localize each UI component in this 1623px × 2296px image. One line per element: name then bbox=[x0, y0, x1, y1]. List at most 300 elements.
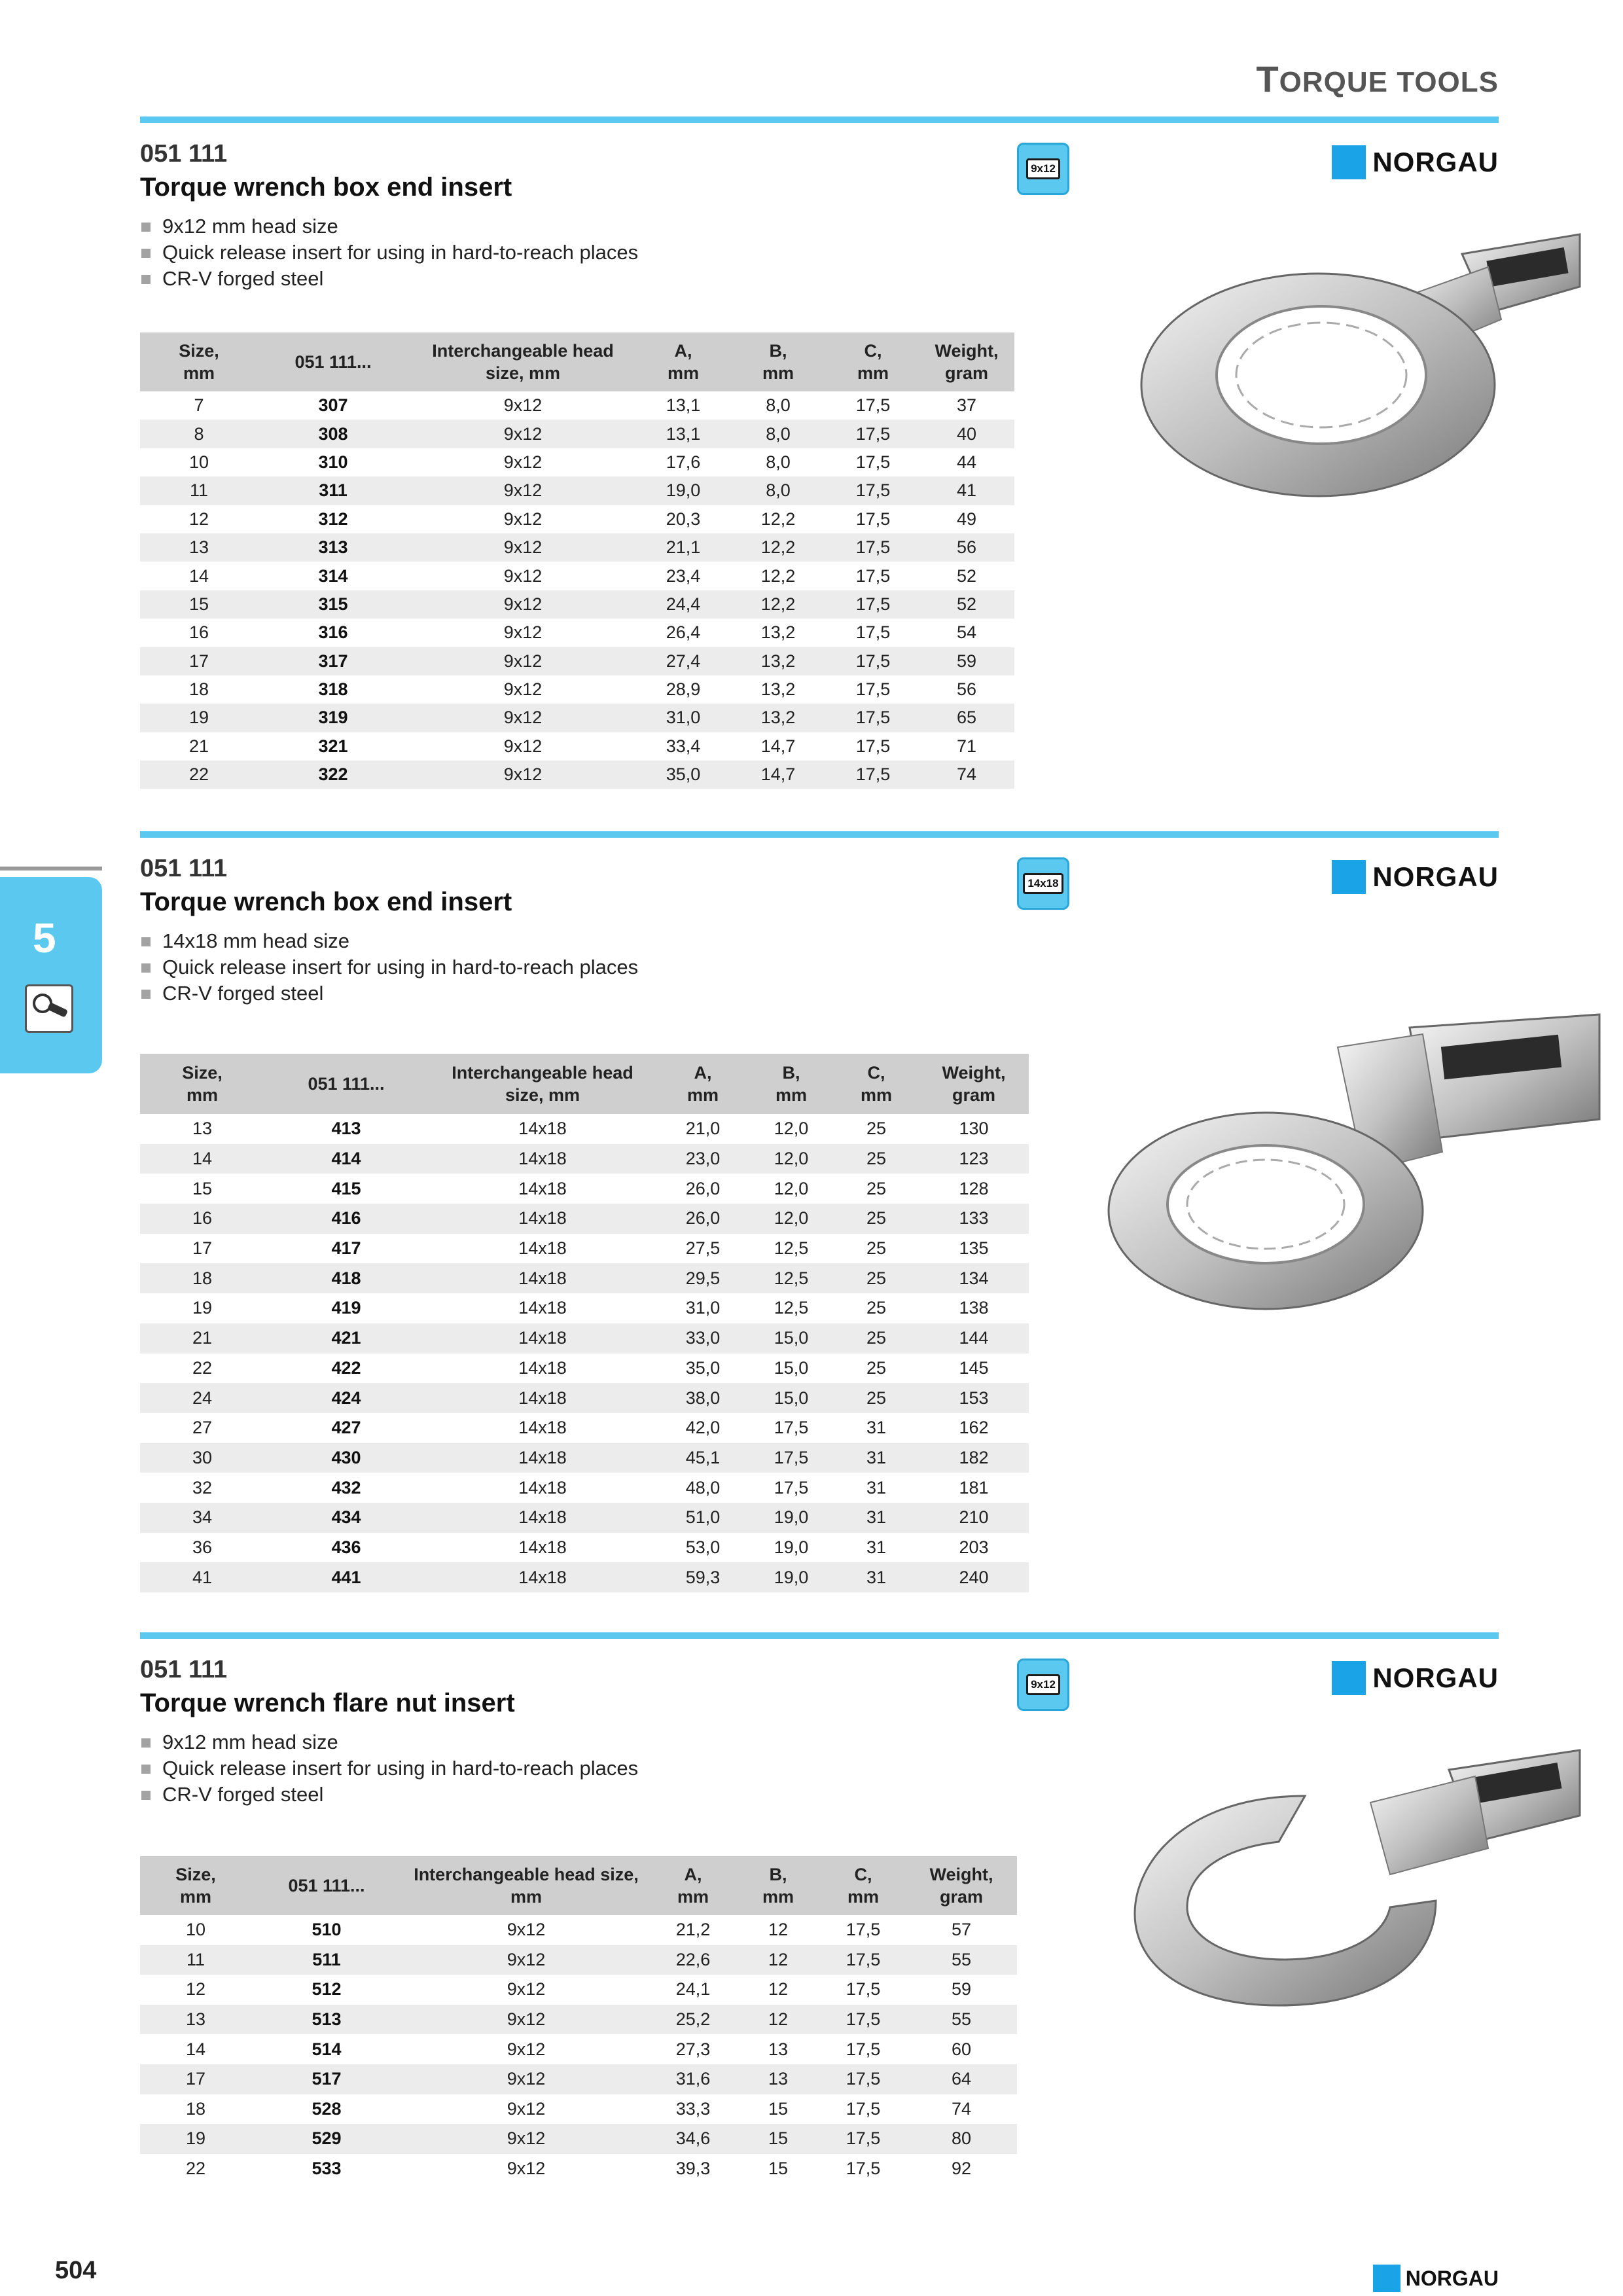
column-header: Size, mm bbox=[140, 1054, 264, 1114]
product-title: Torque wrench flare nut insert bbox=[140, 1689, 515, 1717]
table-cell: 20,3 bbox=[666, 509, 701, 529]
table-row bbox=[140, 2094, 1017, 2125]
table-cell: 8,0 bbox=[729, 476, 827, 505]
feature-list bbox=[140, 928, 638, 1007]
table-cell: 9x12 bbox=[507, 2098, 546, 2119]
table-cell: 25 bbox=[866, 1298, 887, 1318]
table-cell: 64 bbox=[906, 2064, 1017, 2094]
feature-item: Quick release insert for using in hard-to-reach places bbox=[140, 240, 638, 266]
table-row bbox=[140, 448, 1014, 476]
table-cell: 135 bbox=[959, 1238, 989, 1259]
table-cell: 23,4 bbox=[666, 565, 701, 586]
table-cell: 19 bbox=[140, 704, 258, 732]
brand-logo: NORGAU bbox=[1332, 860, 1499, 894]
article-number-cell: 308 bbox=[258, 420, 408, 448]
table-cell: 31 bbox=[866, 1537, 887, 1557]
table-cell: 31,6 bbox=[651, 2064, 736, 2094]
feature-item: Quick release insert for using in hard-to-reach places bbox=[140, 954, 638, 980]
article-number-cell: 510 bbox=[312, 1920, 342, 1940]
table-cell: 9x12 bbox=[507, 2159, 546, 2179]
table-cell: 71 bbox=[956, 736, 977, 756]
table-cell: 12,2 bbox=[729, 533, 827, 562]
column-header: 051 111... bbox=[258, 332, 408, 391]
table-cell: 11 bbox=[140, 476, 258, 505]
table-cell: 31 bbox=[834, 1443, 919, 1473]
table-cell: 9x12 bbox=[408, 704, 637, 732]
table-cell: 14x18 bbox=[518, 1357, 567, 1378]
table-cell: 14,7 bbox=[729, 761, 827, 789]
table-cell: 21 bbox=[140, 1323, 264, 1354]
table-cell: 56 bbox=[956, 679, 977, 700]
table-cell: 14x18 bbox=[428, 1204, 657, 1234]
table-cell: 22 bbox=[140, 761, 258, 789]
table-cell: 9x12 bbox=[503, 679, 543, 700]
table-cell: 92 bbox=[951, 2159, 972, 2179]
table-cell: 17,5 bbox=[827, 590, 919, 619]
article-number-cell: 307 bbox=[318, 395, 348, 416]
article-number-cell: 315 bbox=[258, 590, 408, 619]
feature-item: CR-V forged steel bbox=[140, 266, 638, 292]
table-cell: 25 bbox=[834, 1204, 919, 1234]
table-cell: 17,5 bbox=[827, 533, 919, 562]
table-cell: 17 bbox=[140, 647, 258, 675]
table-cell: 15 bbox=[768, 2098, 789, 2119]
table-cell: 52 bbox=[919, 590, 1014, 619]
article-number-cell: 316 bbox=[318, 622, 348, 643]
table-row bbox=[140, 1443, 1029, 1473]
product-section-3 bbox=[140, 1632, 1499, 2208]
table-cell: 18 bbox=[185, 2098, 206, 2119]
table-cell: 31 bbox=[834, 1503, 919, 1533]
table-cell: 25 bbox=[834, 1263, 919, 1293]
table-cell: 203 bbox=[959, 1537, 989, 1557]
article-number-cell: 514 bbox=[312, 2039, 342, 2059]
table-cell: 9x12 bbox=[503, 509, 543, 529]
table-cell: 13,1 bbox=[666, 395, 701, 416]
table-cell: 17,5 bbox=[827, 647, 919, 675]
table-cell: 29,5 bbox=[657, 1263, 749, 1293]
table-cell: 13,2 bbox=[729, 647, 827, 675]
table-cell: 17,5 bbox=[846, 1920, 881, 1940]
table-cell: 25 bbox=[866, 1357, 887, 1378]
column-header: Interchangeable head size, mm bbox=[402, 1856, 651, 1915]
feature-list bbox=[140, 1729, 638, 1808]
table-cell: 12 bbox=[188, 509, 209, 529]
table-row bbox=[140, 761, 1014, 789]
table-cell: 9x12 bbox=[503, 395, 543, 416]
column-header: Weight, gram bbox=[919, 332, 1014, 391]
table-cell: 26,0 bbox=[685, 1178, 721, 1198]
product-section-2 bbox=[140, 831, 1499, 1604]
table-cell: 33,0 bbox=[657, 1323, 749, 1354]
table-cell: 13,2 bbox=[729, 704, 827, 732]
table-row bbox=[140, 391, 1014, 420]
table-cell: 9x12 bbox=[503, 736, 543, 756]
table-cell: 11 bbox=[140, 1945, 251, 1975]
table-cell: 17,5 bbox=[821, 2064, 906, 2094]
table-row bbox=[140, 1945, 1017, 1975]
table-cell: 17,5 bbox=[827, 704, 919, 732]
article-number-cell: 436 bbox=[331, 1537, 361, 1557]
column-header: C, mm bbox=[827, 332, 919, 391]
table-cell: 12,5 bbox=[774, 1238, 809, 1259]
table-row bbox=[140, 1114, 1029, 1144]
table-cell: 8,0 bbox=[729, 420, 827, 448]
table-cell: 9x12 bbox=[402, 2005, 651, 2035]
table-cell: 9x12 bbox=[503, 565, 543, 586]
article-number-cell: 322 bbox=[258, 761, 408, 789]
table-cell: 9x12 bbox=[507, 1979, 546, 2000]
table-cell: 17,5 bbox=[821, 1945, 906, 1975]
product-title: Torque wrench box end insert bbox=[140, 173, 512, 202]
table-cell: 15 bbox=[768, 2159, 789, 2179]
product-photo-box-end-9x12 bbox=[1122, 228, 1599, 516]
column-header: B, mm bbox=[736, 1856, 821, 1915]
table-cell: 17,5 bbox=[846, 2098, 881, 2119]
table-row bbox=[140, 1323, 1029, 1354]
table-cell: 9x12 bbox=[408, 590, 637, 619]
table-cell: 181 bbox=[959, 1477, 989, 1498]
column-header: Interchangeable head size, mm bbox=[428, 1054, 657, 1114]
table-row bbox=[140, 675, 1014, 704]
table-cell: 25 bbox=[834, 1323, 919, 1354]
table-cell: 25,2 bbox=[651, 2005, 736, 2035]
article-number-cell: 419 bbox=[331, 1298, 361, 1318]
page-number: 504 bbox=[55, 2257, 97, 2284]
brand-square-icon bbox=[1332, 1661, 1366, 1695]
column-header: Size, mm bbox=[140, 1856, 251, 1915]
table-cell: 12,0 bbox=[774, 1119, 809, 1139]
table-cell: 54 bbox=[956, 622, 977, 643]
table-cell: 9x12 bbox=[503, 452, 543, 472]
table-cell: 14 bbox=[140, 1144, 264, 1174]
table-cell: 13 bbox=[192, 1119, 213, 1139]
feature-item: CR-V forged steel bbox=[140, 980, 638, 1007]
table-cell: 153 bbox=[919, 1383, 1029, 1413]
table-row bbox=[140, 505, 1014, 533]
table-cell: 12,2 bbox=[760, 565, 796, 586]
table-row bbox=[140, 1204, 1029, 1234]
article-number-cell: 432 bbox=[331, 1477, 361, 1498]
table-cell: 13 bbox=[140, 533, 258, 562]
table-cell: 9x12 bbox=[503, 622, 543, 643]
table-cell: 240 bbox=[919, 1562, 1029, 1592]
table-cell: 33,3 bbox=[675, 2098, 711, 2119]
table-cell: 19 bbox=[192, 1298, 213, 1318]
table-cell: 31 bbox=[834, 1562, 919, 1592]
article-number-cell: 517 bbox=[251, 2064, 402, 2094]
table-cell: 14 bbox=[188, 565, 209, 586]
table-cell: 12 bbox=[736, 1945, 821, 1975]
table-cell: 15,0 bbox=[774, 1357, 809, 1378]
spec-table bbox=[140, 332, 1014, 789]
feature-item: 9x12 mm head size bbox=[140, 1729, 638, 1755]
product-code: 051 111 bbox=[140, 1656, 228, 1683]
article-number-cell: 434 bbox=[264, 1503, 428, 1533]
article-number-cell: 312 bbox=[318, 509, 348, 529]
table-cell: 12,0 bbox=[749, 1144, 834, 1174]
table-cell: 17,5 bbox=[855, 395, 891, 416]
table-cell: 12 bbox=[736, 2005, 821, 2035]
table-cell: 17,5 bbox=[846, 1979, 881, 2000]
table-cell: 74 bbox=[919, 761, 1014, 789]
table-cell: 57 bbox=[951, 1920, 972, 1940]
table-cell: 19,0 bbox=[637, 476, 729, 505]
column-header: Weight, gram bbox=[906, 1856, 1017, 1915]
article-number-cell: 529 bbox=[251, 2124, 402, 2154]
table-cell: 56 bbox=[919, 533, 1014, 562]
table-cell: 22,6 bbox=[651, 1945, 736, 1975]
table-cell: 123 bbox=[919, 1144, 1029, 1174]
table-cell: 13 bbox=[768, 2039, 789, 2059]
feature-item: 9x12 mm head size bbox=[140, 213, 638, 240]
table-cell: 26,0 bbox=[657, 1204, 749, 1234]
column-header: A, mm bbox=[637, 332, 729, 391]
table-cell: 65 bbox=[919, 704, 1014, 732]
table-cell: 32 bbox=[192, 1477, 213, 1498]
table-cell: 21,0 bbox=[685, 1119, 721, 1139]
table-cell: 15,0 bbox=[749, 1323, 834, 1354]
column-header: B, mm bbox=[729, 332, 827, 391]
table-row bbox=[140, 2124, 1017, 2154]
table-cell: 9x12 bbox=[408, 533, 637, 562]
table-cell: 27,4 bbox=[637, 647, 729, 675]
table-cell: 59 bbox=[951, 1979, 972, 2000]
table-cell: 17,6 bbox=[666, 452, 701, 472]
table-cell: 17,5 bbox=[855, 622, 891, 643]
article-number-cell: 418 bbox=[264, 1263, 428, 1293]
table-row bbox=[140, 1234, 1029, 1264]
table-cell: 12,5 bbox=[774, 1298, 809, 1318]
table-cell: 22 bbox=[185, 2159, 206, 2179]
table-row bbox=[140, 562, 1014, 590]
table-cell: 52 bbox=[956, 565, 977, 586]
table-cell: 17,5 bbox=[855, 679, 891, 700]
table-cell: 19,0 bbox=[749, 1562, 834, 1592]
table-cell: 19 bbox=[140, 2124, 251, 2154]
table-cell: 27,3 bbox=[675, 2039, 711, 2059]
article-number-cell: 313 bbox=[258, 533, 408, 562]
table-cell: 33,4 bbox=[666, 736, 701, 756]
table-cell: 19,0 bbox=[774, 1537, 809, 1557]
table-row bbox=[140, 1263, 1029, 1293]
table-cell: 7 bbox=[194, 395, 204, 416]
table-cell: 17,5 bbox=[846, 2039, 881, 2059]
table-row bbox=[140, 476, 1014, 505]
tab-divider bbox=[0, 867, 102, 870]
table-cell: 128 bbox=[959, 1178, 989, 1198]
table-cell: 80 bbox=[906, 2124, 1017, 2154]
table-cell: 14x18 bbox=[428, 1443, 657, 1473]
table-cell: 48,0 bbox=[685, 1477, 721, 1498]
table-cell: 35,0 bbox=[685, 1357, 721, 1378]
footer-brand-logo: NORGAU bbox=[1373, 2265, 1499, 2292]
table-cell: 45,1 bbox=[657, 1443, 749, 1473]
table-cell: 17,5 bbox=[827, 476, 919, 505]
table-cell: 25 bbox=[834, 1383, 919, 1413]
table-cell: 25 bbox=[834, 1144, 919, 1174]
table-cell: 74 bbox=[951, 2098, 972, 2119]
head-size-badge-icon: 14x18 bbox=[1017, 857, 1069, 910]
table-cell: 44 bbox=[956, 452, 977, 472]
table-row bbox=[140, 1354, 1029, 1384]
table-cell: 31 bbox=[866, 1418, 887, 1438]
feature-item: CR-V forged steel bbox=[140, 1782, 638, 1808]
table-cell: 18 bbox=[140, 1263, 264, 1293]
brand-square-icon bbox=[1332, 860, 1366, 894]
table-cell: 8 bbox=[140, 420, 258, 448]
table-cell: 210 bbox=[919, 1503, 1029, 1533]
column-header: 051 111... bbox=[264, 1054, 428, 1114]
table-cell: 16 bbox=[140, 1204, 264, 1234]
table-cell: 22 bbox=[192, 1357, 213, 1378]
table-cell: 23,0 bbox=[657, 1144, 749, 1174]
brand-square-icon bbox=[1373, 2265, 1400, 2292]
table-cell: 15 bbox=[140, 590, 258, 619]
column-header: Size, mm bbox=[140, 332, 258, 391]
table-cell: 14x18 bbox=[428, 1144, 657, 1174]
brand-square-icon bbox=[1332, 145, 1366, 179]
article-number-cell: 310 bbox=[318, 452, 348, 472]
column-header: Interchangeable head size, mm bbox=[408, 332, 637, 391]
article-number-cell: 424 bbox=[264, 1383, 428, 1413]
table-cell: 133 bbox=[919, 1204, 1029, 1234]
table-cell: 8,0 bbox=[766, 452, 791, 472]
table-cell: 24 bbox=[140, 1383, 264, 1413]
table-cell: 12 bbox=[768, 1979, 789, 2000]
table-cell: 17 bbox=[140, 2064, 251, 2094]
table-cell: 25 bbox=[866, 1178, 887, 1198]
table-cell: 13,2 bbox=[760, 679, 796, 700]
table-cell: 37 bbox=[956, 395, 977, 416]
table-cell: 162 bbox=[959, 1418, 989, 1438]
table-cell: 21 bbox=[188, 736, 209, 756]
table-cell: 13,1 bbox=[637, 420, 729, 448]
table-cell: 59,3 bbox=[657, 1562, 749, 1592]
table-cell: 12,0 bbox=[774, 1178, 809, 1198]
table-cell: 21,2 bbox=[675, 1920, 711, 1940]
brand-logo: NORGAU bbox=[1332, 1661, 1499, 1695]
spec-table bbox=[140, 1856, 1017, 2183]
table-cell: 9x12 bbox=[408, 761, 637, 789]
table-cell: 26,4 bbox=[666, 622, 701, 643]
article-number-cell: 533 bbox=[312, 2159, 342, 2179]
table-cell: 31,0 bbox=[637, 704, 729, 732]
article-number-cell: 417 bbox=[331, 1238, 361, 1259]
table-cell: 41 bbox=[140, 1562, 264, 1592]
table-cell: 12 bbox=[768, 1920, 789, 1940]
table-cell: 14x18 bbox=[518, 1178, 567, 1198]
article-number-cell: 513 bbox=[251, 2005, 402, 2035]
table-cell: 40 bbox=[919, 420, 1014, 448]
torque-wrench-icon bbox=[25, 984, 73, 1033]
page-category-title: TORQUE TOOLS bbox=[1256, 58, 1499, 99]
table-cell: 34 bbox=[140, 1503, 264, 1533]
brand-logo: NORGAU bbox=[1332, 145, 1499, 179]
column-header: A, mm bbox=[651, 1856, 736, 1915]
table-cell: 14x18 bbox=[518, 1477, 567, 1498]
table-row bbox=[140, 420, 1014, 448]
table-cell: 14 bbox=[185, 2039, 206, 2059]
article-number-cell: 421 bbox=[264, 1323, 428, 1354]
table-cell: 9x12 bbox=[408, 476, 637, 505]
column-header: Weight, gram bbox=[919, 1054, 1029, 1114]
table-row bbox=[140, 2034, 1017, 2064]
table-cell: 14,7 bbox=[760, 736, 796, 756]
table-cell: 12,2 bbox=[760, 509, 796, 529]
table-cell: 17,5 bbox=[774, 1477, 809, 1498]
table-row bbox=[140, 1975, 1017, 2005]
table-cell: 138 bbox=[959, 1298, 989, 1318]
table-cell: 51,0 bbox=[657, 1503, 749, 1533]
table-cell: 30 bbox=[140, 1443, 264, 1473]
table-cell: 15 bbox=[736, 2124, 821, 2154]
column-header: B, mm bbox=[749, 1054, 834, 1114]
feature-list bbox=[140, 213, 638, 292]
table-cell: 17,5 bbox=[827, 420, 919, 448]
article-number-cell: 422 bbox=[331, 1357, 361, 1378]
product-photo-box-end-14x18 bbox=[1102, 1008, 1613, 1316]
table-cell: 14x18 bbox=[518, 1418, 567, 1438]
table-cell: 12 bbox=[185, 1979, 206, 2000]
feature-item: Quick release insert for using in hard-to-reach places bbox=[140, 1755, 638, 1782]
table-cell: 14x18 bbox=[428, 1263, 657, 1293]
table-cell: 14x18 bbox=[428, 1562, 657, 1592]
table-cell: 9x12 bbox=[402, 1945, 651, 1975]
section-divider bbox=[140, 117, 1499, 123]
table-row bbox=[140, 533, 1014, 562]
table-cell: 17,5 bbox=[749, 1443, 834, 1473]
table-cell: 21,1 bbox=[637, 533, 729, 562]
table-cell: 17,5 bbox=[855, 509, 891, 529]
article-number-cell: 319 bbox=[258, 704, 408, 732]
article-number-cell: 430 bbox=[264, 1443, 428, 1473]
article-number-cell: 427 bbox=[331, 1418, 361, 1438]
product-title: Torque wrench box end insert bbox=[140, 888, 512, 916]
table-cell: 8,0 bbox=[766, 395, 791, 416]
table-cell: 17,5 bbox=[855, 452, 891, 472]
table-row bbox=[140, 1144, 1029, 1174]
table-cell: 14x18 bbox=[518, 1537, 567, 1557]
chapter-number: 5 bbox=[33, 914, 56, 961]
section-divider bbox=[140, 1632, 1499, 1639]
feature-item: 14x18 mm head size bbox=[140, 928, 638, 954]
table-cell: 144 bbox=[919, 1323, 1029, 1354]
table-row bbox=[140, 619, 1014, 647]
table-cell: 14x18 bbox=[518, 1298, 567, 1318]
table-cell: 17,5 bbox=[821, 2124, 906, 2154]
table-cell: 12,5 bbox=[749, 1263, 834, 1293]
table-cell: 18 bbox=[188, 679, 209, 700]
table-cell: 13 bbox=[736, 2064, 821, 2094]
chapter-tab[interactable] bbox=[0, 877, 102, 1073]
product-code: 051 111 bbox=[140, 855, 228, 882]
table-cell: 12,0 bbox=[749, 1204, 834, 1234]
product-section-1 bbox=[140, 117, 1499, 797]
article-number-cell: 415 bbox=[331, 1178, 361, 1198]
table-cell: 17,5 bbox=[855, 565, 891, 586]
table-cell: 9x12 bbox=[402, 2124, 651, 2154]
table-row bbox=[140, 1413, 1029, 1443]
table-cell: 17,5 bbox=[774, 1418, 809, 1438]
table-row bbox=[140, 647, 1014, 675]
section-divider bbox=[140, 831, 1499, 838]
table-cell: 53,0 bbox=[685, 1537, 721, 1557]
table-cell: 28,9 bbox=[666, 679, 701, 700]
table-cell: 55 bbox=[906, 2005, 1017, 2035]
product-photo-flare-nut-9x12 bbox=[1109, 1744, 1599, 2032]
table-cell: 42,0 bbox=[685, 1418, 721, 1438]
